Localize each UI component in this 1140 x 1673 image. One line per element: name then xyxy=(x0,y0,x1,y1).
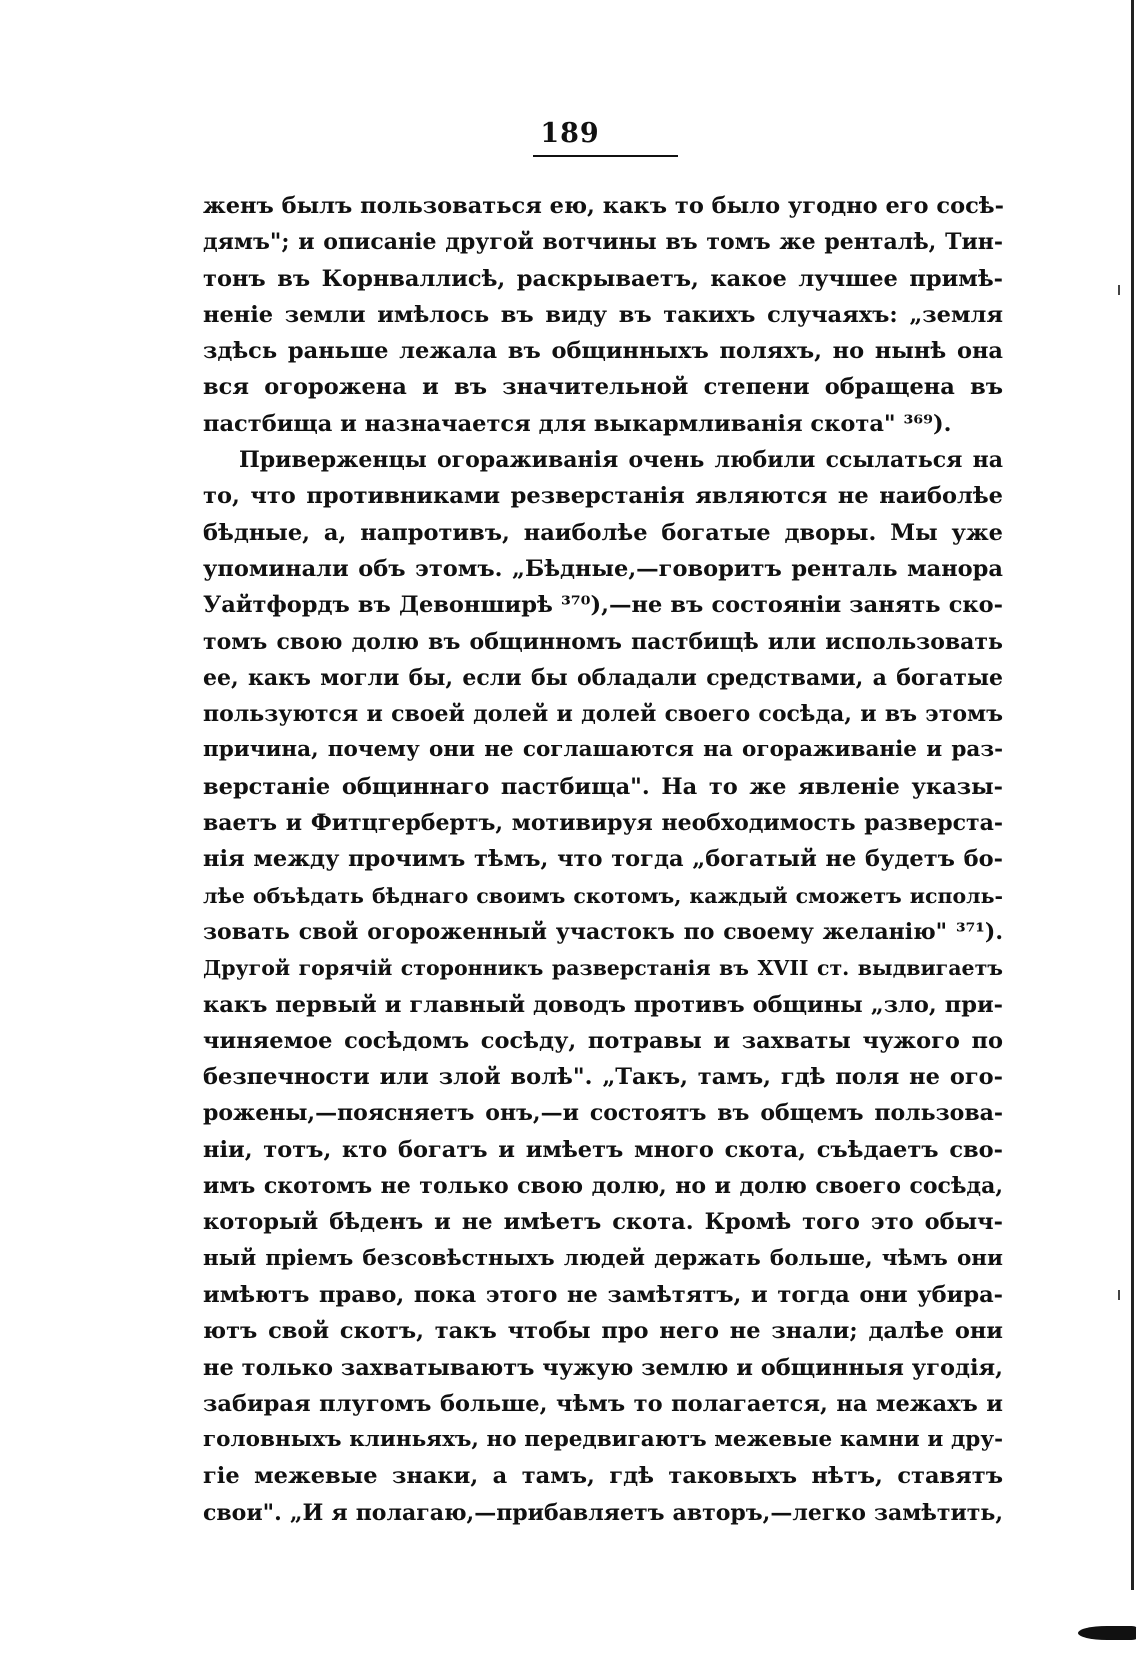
text-line: не только захватываютъ чужую землю и общинныя угодія, xyxy=(203,1354,1003,1381)
text-line: дямъ"; и описаніе другой вотчины въ томъ же ренталѣ, Тин- xyxy=(203,229,1003,256)
text-line: головныхъ клиньяхъ, но передвигаютъ межевые камни и дру- xyxy=(203,1427,1003,1453)
text-line: пользуются и своей долей и долей своего сосѣда, и въ этомъ xyxy=(203,701,1003,728)
scan-smudge xyxy=(1078,1626,1136,1640)
text-line: ее, какъ могли бы, если бы обладали средствами, а богатые xyxy=(203,664,1003,691)
text-line: имъ скотомъ не только свою долю, но и долю своего сосѣда, xyxy=(203,1173,1003,1200)
page-number-rule xyxy=(533,155,678,157)
spine-mark xyxy=(1118,285,1120,295)
text-line: свои". „И я полагаю,—прибавляетъ авторъ,—легко замѣтить, xyxy=(203,1499,1003,1526)
text-line: вся огорожена и въ значительной степени обращена въ xyxy=(203,374,1003,401)
text-line: зовать свой огороженный участокъ по своему желанію" ³⁷¹). xyxy=(203,918,1003,945)
text-line: имѣютъ право, пока этого не замѣтятъ, и тогда они убира- xyxy=(203,1281,1003,1308)
text-line: томъ свою долю въ общинномъ пастбищѣ или использовать xyxy=(203,628,1003,655)
text-line: Уайтфордъ въ Девонширѣ ³⁷⁰),—не въ состояніи занять ско- xyxy=(203,592,1003,619)
body-text xyxy=(203,188,1003,1531)
text-line: пастбища и назначается для выкармливанія скота" ³⁶⁹). xyxy=(203,410,952,437)
spine-mark xyxy=(1118,1290,1120,1300)
text-line: здѣсь раньше лежала въ общинныхъ поляхъ, но нынѣ она xyxy=(203,338,1003,365)
text-line: бѣдные, а, напротивъ, наиболѣе богатые дворы. Мы уже xyxy=(203,519,1003,546)
text-line: упоминали объ этомъ. „Бѣдные,—говоритъ ренталь манора xyxy=(203,555,1003,582)
text-line: безпечности или злой волѣ". „Такъ, тамъ, гдѣ поля не ого- xyxy=(203,1064,1003,1091)
text-line: неніе земли имѣлось въ виду въ такихъ случаяхъ: „земля xyxy=(203,301,1003,328)
text-line: который бѣденъ и не имѣетъ скота. Кромѣ того это обыч- xyxy=(203,1209,1003,1236)
text-line: рожены,—поясняетъ онъ,—и состоятъ въ общемъ пользова- xyxy=(203,1100,1003,1127)
text-line: женъ былъ пользоваться ею, какъ то было угодно его сосѣ- xyxy=(203,193,1004,219)
text-line: причина, почему они не соглашаются на огораживаніе и раз- xyxy=(203,737,1003,763)
text-line: ніи, тотъ, кто богатъ и имѣетъ много скота, съѣдаетъ сво- xyxy=(203,1136,1003,1163)
text-line: Другой горячій сторонникъ разверстанія въ XVII ст. выдвигаетъ xyxy=(203,956,1003,981)
text-line: лѣе объѣдать бѣднаго своимъ скотомъ, каждый сможетъ исполь- xyxy=(203,883,1003,908)
text-line: забирая плугомъ больше, чѣмъ то полагается, на межахъ и xyxy=(203,1390,1003,1417)
text-line: ютъ свой скотъ, такъ чтобы про него не знали; далѣе они xyxy=(203,1318,1003,1345)
text-line: верстаніе общиннаго пастбища". На то же явленіе указы- xyxy=(203,773,1003,800)
text-line: то, что противниками резверстанія являются не наиболѣе xyxy=(203,483,1003,510)
page-number: 189 xyxy=(540,118,600,149)
text-line: нія между прочимъ тѣмъ, что тогда „богатый не будетъ бо- xyxy=(203,846,1003,873)
text-line: ный пріемъ безсовѣстныхъ людей держать больше, чѣмъ они xyxy=(203,1245,1003,1271)
book-spine-edge xyxy=(1131,0,1134,1590)
text-line: ваетъ и Фитцгербертъ, мотивируя необходимость разверста- xyxy=(203,810,1003,837)
text-line: тонъ въ Корнваллисѣ, раскрываетъ, какое лучшее примѣ- xyxy=(203,265,1003,292)
text-line: Приверженцы огораживанія очень любили ссылаться на xyxy=(239,447,1003,474)
text-line: гіе межевые знаки, а тамъ, гдѣ таковыхъ нѣтъ, ставятъ xyxy=(203,1463,1003,1490)
text-line: чиняемое сосѣдомъ сосѣду, потравы и захваты чужого по xyxy=(203,1027,1003,1054)
text-line: какъ первый и главный доводъ противъ общины „зло, при- xyxy=(203,991,1003,1018)
